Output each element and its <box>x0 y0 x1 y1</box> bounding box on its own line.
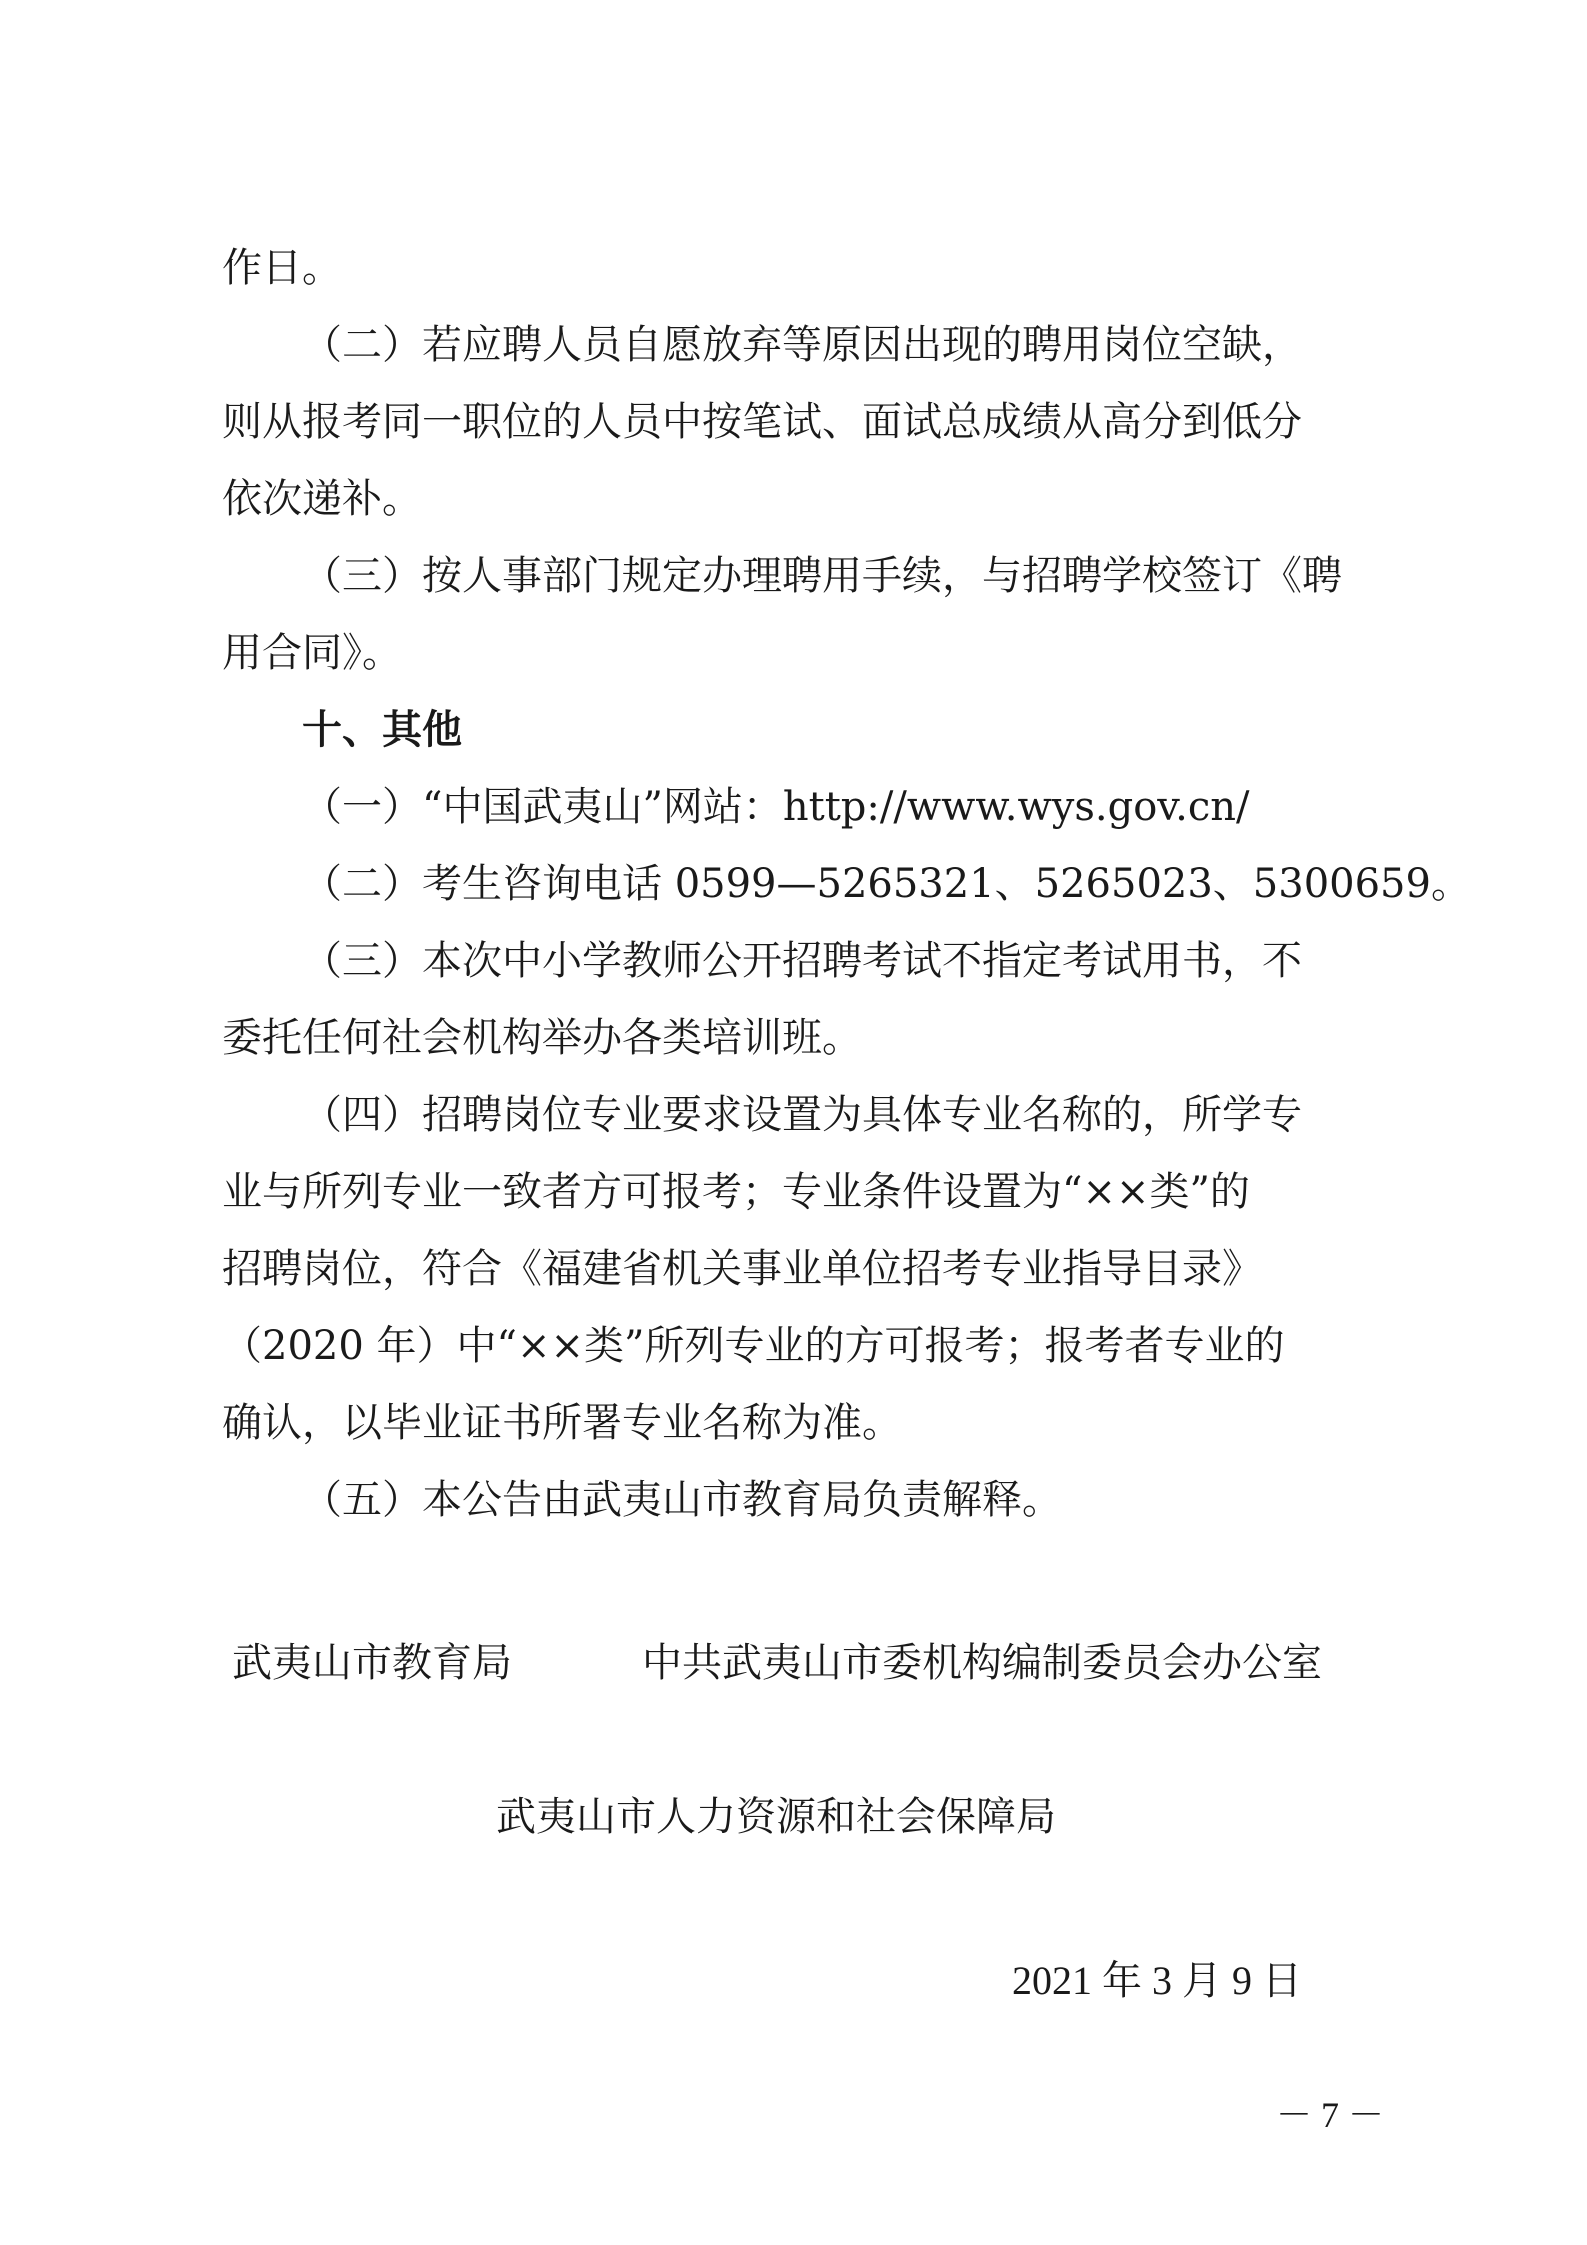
paragraph-line: 则从报考同一职位的人员中按笔试、面试总成绩从高分到低分 <box>222 399 1302 445</box>
paragraph-line: 确认，以毕业证书所署专业名称为准。 <box>222 1400 902 1446</box>
paragraph-line: 招聘岗位，符合《福建省机关事业单位招考专业指导目录》 <box>222 1246 1262 1292</box>
paragraph-line: （2020 年）中“××类”所列专业的方可报考；报考者专业的 <box>222 1323 1285 1369</box>
paragraph-line: （三）本次中小学教师公开招聘考试不指定考试用书，不 <box>302 938 1302 984</box>
signature-org-hr-bureau: 武夷山市人力资源和社会保障局 <box>496 1794 1056 1840</box>
paragraph-line: （一）“中国武夷山”网站：http://www.wys.gov.cn/ <box>302 784 1250 830</box>
signature-org-staffing-office: 中共武夷山市委机构编制委员会办公室 <box>642 1640 1322 1686</box>
page-number: － 7 － <box>1276 2095 1385 2135</box>
paragraph-line: （五）本公告由武夷山市教育局负责解释。 <box>302 1477 1062 1523</box>
paragraph-line: 作日。 <box>222 245 342 291</box>
paragraph-line: （四）招聘岗位专业要求设置为具体专业名称的，所学专 <box>302 1092 1302 1138</box>
section-heading: 十、其他 <box>302 707 462 753</box>
paragraph-line: 依次递补。 <box>222 476 422 522</box>
paragraph-line: （二）若应聘人员自愿放弃等原因出现的聘用岗位空缺， <box>302 322 1302 368</box>
document-date: 2021 年 3 月 9 日 <box>1012 1958 1302 2003</box>
paragraph-line: （三）按人事部门规定办理聘用手续，与招聘学校签订《聘 <box>302 553 1342 599</box>
paragraph-line: 业与所列专业一致者方可报考；专业条件设置为“××类”的 <box>222 1169 1250 1215</box>
signature-org-education-bureau: 武夷山市教育局 <box>232 1640 512 1686</box>
paragraph-line: （二）考生咨询电话 0599—5265321、5265023、5300659。 <box>302 861 1471 907</box>
paragraph-line: 用合同》。 <box>222 630 402 676</box>
paragraph-line: 委托任何社会机构举办各类培训班。 <box>222 1015 862 1061</box>
